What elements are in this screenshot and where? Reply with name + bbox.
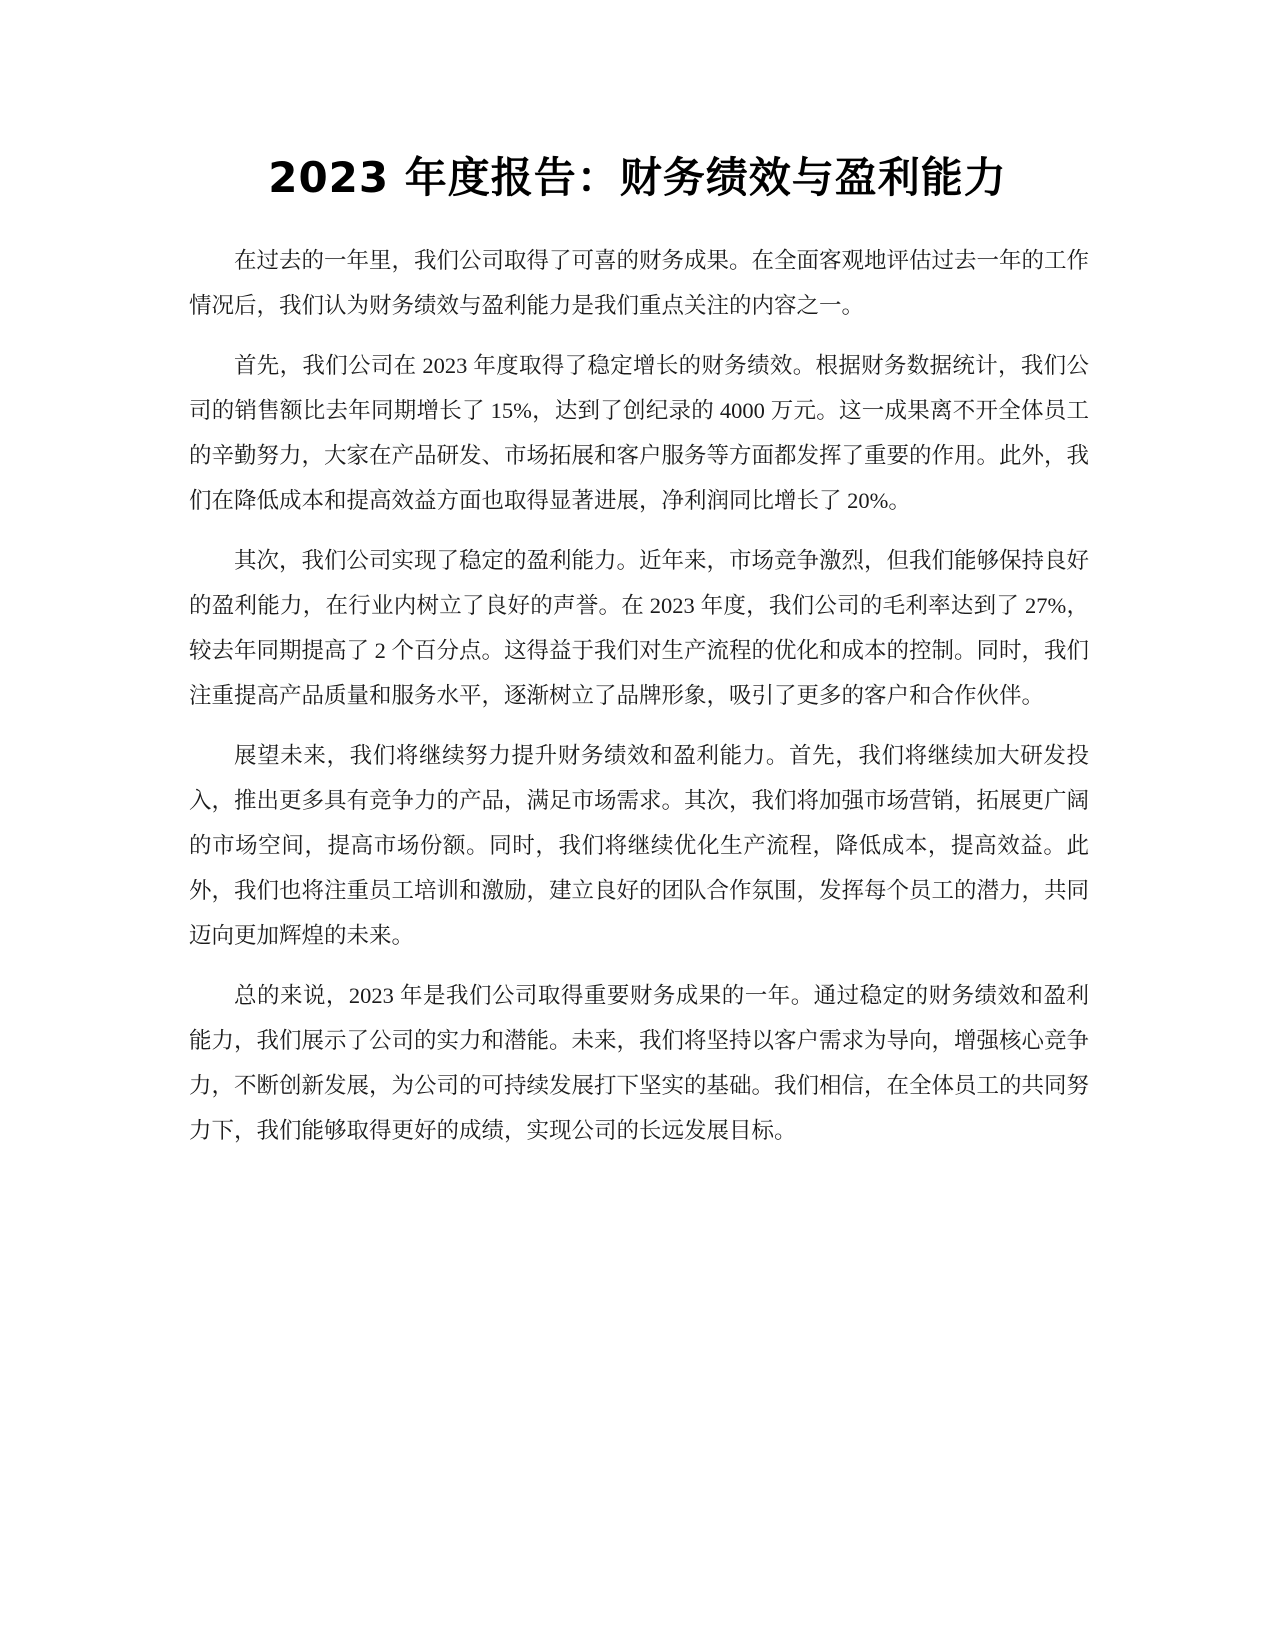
- document-body: [189, 238, 1089, 1168]
- paragraph-outlook: 展望未来，我们将继续努力提升财务绩效和盈利能力。首先，我们将继续加大研发投入，推出更多具有竞争力的产品，满足市场需求。其次，我们将加强市场营销，拓展更广阔的市场空间，提高市场份额。同时，我们将继续优化生产流程，降低成本，提高效益。此外，我们也将注重员工培训和激励，建立良好的团队合作氛围，发挥每个员工的潜力，共同迈向更加辉煌的未来。: [189, 743, 1090, 948]
- paragraph-conclusion: 总的来说，2023 年是我们公司取得重要财务成果的一年。通过稳定的财务绩效和盈利能力，我们展示了公司的实力和潜能。未来，我们将坚持以客户需求为导向，增强核心竞争力，不断创新发展，为公司的可持续发展打下坚实的基础。我们相信，在全体员工的共同努力下，我们能够取得更好的成绩，实现公司的长远发展目标。: [189, 983, 1090, 1143]
- paragraph-profitability: 其次，我们公司实现了稳定的盈利能力。近年来，市场竞争激烈，但我们能够保持良好的盈利能力，在行业内树立了良好的声誉。在 2023 年度，我们公司的毛利率达到了 27%，较去年同期提高了 2 个百分点。这得益于我们对生产流程的优化和成本的控制。同时，我们注重提高产品质量和服务水平，逐渐树立了品牌形象，吸引了更多的客户和合作伙伴。: [189, 548, 1090, 708]
- paragraph-financial-performance: 首先，我们公司在 2023 年度取得了稳定增长的财务绩效。根据财务数据统计，我们公司的销售额比去年同期增长了 15%，达到了创纪录的 4000 万元。这一成果离不开全体员工的辛勤努力，大家在产品研发、市场拓展和客户服务等方面都发挥了重要的作用。此外，我们在降低成本和提高效益方面也取得显著进展，净利润同比增长了 20%。: [189, 353, 1090, 513]
- document-title: 2023 年度报告：财务绩效与盈利能力: [268, 153, 1007, 202]
- paragraph-intro: 在过去的一年里，我们公司取得了可喜的财务成果。在全面客观地评估过去一年的工作情况后，我们认为财务绩效与盈利能力是我们重点关注的内容之一。: [189, 248, 1090, 318]
